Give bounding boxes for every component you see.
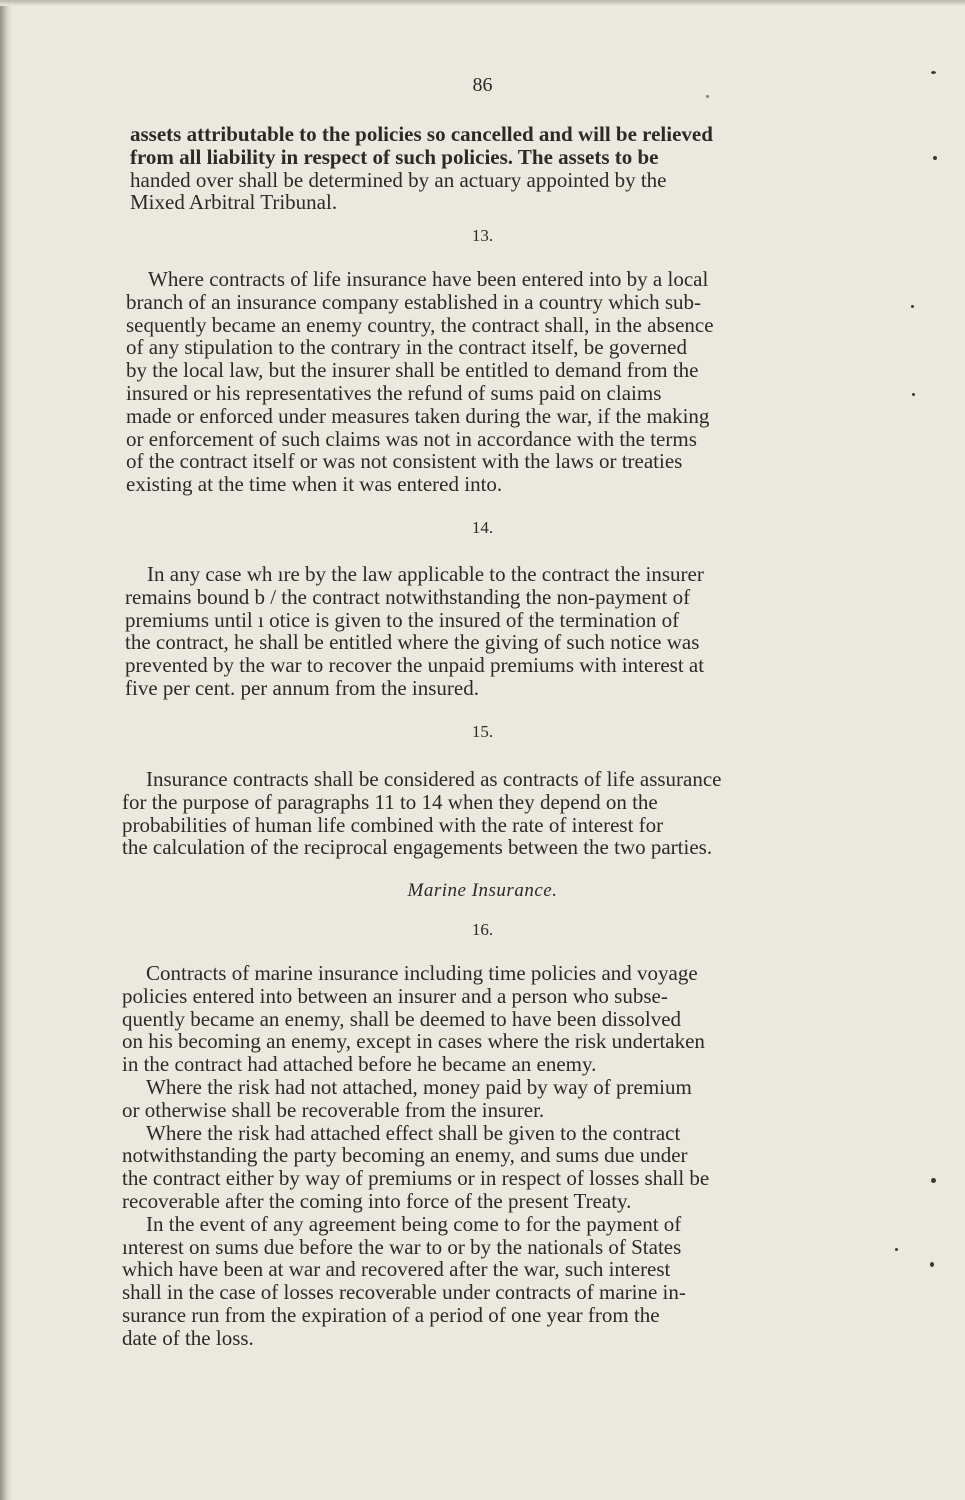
text-line: notwithstanding the party becoming an enemy, and sums due under: [122, 1143, 688, 1168]
text-line: recoverable after the coming into force of the present Treaty.: [122, 1188, 632, 1213]
text-line: which have been at war and recovered after the war, such interest: [122, 1257, 671, 1282]
text-line: surance run from the expiration of a period of one year from the: [122, 1302, 660, 1327]
scan-speck: [930, 1262, 934, 1267]
text-line: shall in the case of losses recoverable under contracts of marine in-: [122, 1280, 686, 1305]
text-line: Mixed Arbitral Tribunal.: [130, 190, 338, 215]
text-line: the contract, he shall be entitled where the giving of such notice was: [125, 630, 700, 655]
text-line: of the contract itself or was not consistent with the laws or treaties: [126, 449, 683, 474]
section-14-number: 14.: [471, 518, 494, 537]
text-line: remains bound b / the contract notwithstanding the non-payment of: [125, 584, 691, 609]
text-line: sequently became an enemy country, the contract shall, in the absence: [126, 312, 714, 337]
text-line: of any stipulation to the contrary in the contract itself, be governed: [126, 335, 687, 360]
text-line: or otherwise shall be recoverable from the insurer.: [122, 1097, 545, 1122]
text-line: In the event of any agreement being come to for the payment of: [146, 1211, 682, 1236]
section-15-paragraph: [122, 768, 846, 859]
text-line: in the contract had attached before he became an enemy.: [122, 1052, 597, 1077]
text-line: Where the risk had attached effect shall be given to the contract: [146, 1120, 681, 1145]
text-line: probabilities of human life combined with the rate of interest for: [122, 812, 664, 837]
text-line: policies entered into between an insurer and a person who subse-: [122, 983, 668, 1008]
text-line: five per cent. per annum from the insured.: [125, 675, 479, 700]
scan-speck: [911, 305, 914, 308]
text-line: handed over shall be determined by an actuary appointed by the: [130, 167, 667, 192]
text-line: by the local law, but the insurer shall be entitled to demand from the: [126, 358, 699, 383]
scan-speck: [912, 393, 915, 396]
text-line: Insurance contracts shall be considered as contracts of life assurance: [146, 767, 722, 791]
text-line: assets attributable to the policies so cancelled and will be relieved: [130, 122, 713, 146]
section-13-paragraph: [126, 268, 848, 496]
section-15-number: 15.: [471, 722, 494, 741]
text-line: insured or his representatives the refund of sums paid on claims: [126, 380, 662, 405]
marine-insurance-heading: Marine Insurance.: [407, 880, 558, 901]
text-line: or enforcement of such claims was not in accordance with the terms: [126, 426, 697, 451]
page-top-shadow: [0, 0, 965, 6]
scan-speck: [895, 1248, 898, 1251]
text-line: prevented by the war to recover the unpaid premiums with interest at: [125, 653, 705, 678]
text-line: Contracts of marine insurance including time policies and voyage: [146, 961, 698, 985]
text-line: premiums until ı otice is given to the insured of the termination of: [125, 607, 680, 632]
text-line: branch of an insurance company established in a country which sub-: [126, 289, 701, 314]
scan-speck: [933, 156, 937, 160]
text-line: existing at the time when it was entered into.: [126, 472, 503, 497]
section-16-body: [122, 962, 844, 1350]
scan-speck: [931, 1178, 936, 1183]
page-number: 86: [472, 74, 493, 96]
text-line: In any case wh ıre by the law applicable to the contract the insurer: [147, 562, 704, 586]
text-line: from all liability in respect of such policies. The assets to be: [130, 144, 659, 169]
text-line: made or enforced under measures taken during the war, if the making: [126, 403, 710, 428]
text-line: ınterest on sums due before the war to or by the nationals of States: [122, 1234, 682, 1259]
text-line: date of the loss.: [122, 1325, 254, 1350]
section-13-number: 13.: [471, 226, 494, 245]
section-16-number: 16.: [471, 920, 494, 939]
page-edge-shadow: [0, 0, 12, 1500]
text-line: on his becoming an enemy, except in cases where the risk undertaken: [122, 1029, 705, 1054]
text-line: Where the risk had not attached, money paid by way of premium: [146, 1074, 692, 1099]
text-line: the contract either by way of premiums or in respect of losses shall be: [122, 1166, 710, 1191]
text-line: quently became an enemy, shall be deemed to have been dissolved: [122, 1006, 682, 1031]
intro-paragraph: [130, 123, 847, 214]
text-line: the calculation of the reciprocal engagements between the two parties.: [122, 835, 713, 860]
text-line: for the purpose of paragraphs 11 to 14 when they depend on the: [122, 789, 658, 814]
section-14-paragraph: [125, 563, 848, 700]
text-line: Where contracts of life insurance have been entered into by a local: [148, 267, 709, 291]
